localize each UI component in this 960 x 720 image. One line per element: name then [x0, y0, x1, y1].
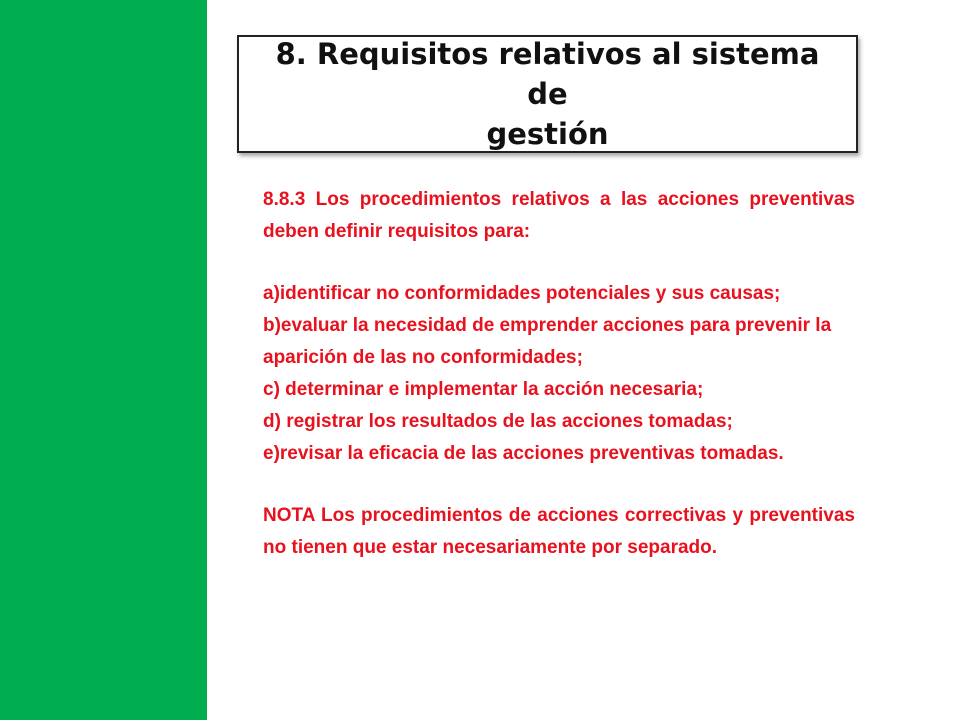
content-body	[263, 184, 855, 564]
title-line-1: 8. Requisitos relativos al sistema de	[275, 37, 820, 111]
list-item-b: b)evaluar la necesidad de emprender acciones para prevenir la aparición de las no conformidades;	[263, 315, 832, 368]
title-line-2: gestión	[486, 117, 609, 151]
green-sidebar	[0, 0, 207, 720]
note-paragraph: NOTA Los procedimientos de acciones correctivas y preventivas no tienen que estar necesariamente por separado.	[263, 505, 855, 558]
spacer	[263, 248, 855, 278]
title-box	[237, 35, 858, 153]
page-title	[268, 34, 828, 154]
spacer	[263, 470, 855, 500]
list-item-d: d) registrar los resultados de las acciones tomadas;	[263, 411, 733, 432]
list-item-e: e)revisar la eficacia de las acciones preventivas tomadas.	[263, 443, 784, 464]
intro-paragraph: 8.8.3 Los procedimientos relativos a las acciones preventivas deben definir requisitos para:	[263, 189, 855, 242]
list-item-a: a)identificar no conformidades potenciales y sus causas;	[263, 283, 781, 304]
list-item-c: c) determinar e implementar la acción necesaria;	[263, 379, 704, 400]
